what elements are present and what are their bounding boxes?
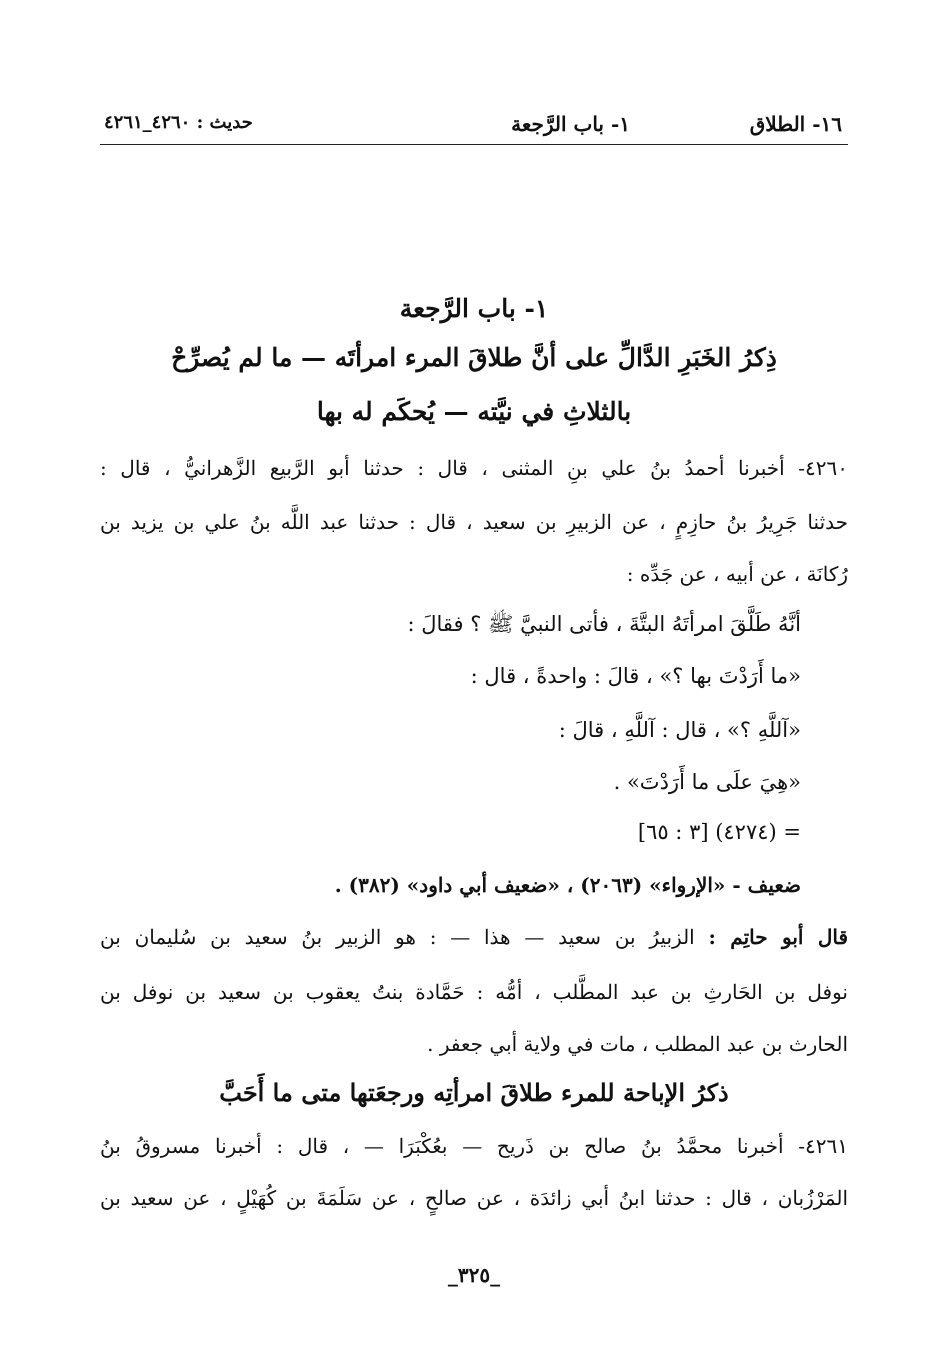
abu-hatim-text-1: الزبيرُ بن سعيد — هذا — : هو الزبير بنُ سعيد بن سُليمان بن [100,925,695,949]
header-hadith-range: حديث : ٤٢٦٠_٤٢٦١ [104,112,253,133]
cross-reference: = (٤٢٧٤) [٣ : ٦٥] [637,820,801,844]
abu-hatim-comment-line-1 [100,925,848,949]
section-heading-2: ذكرُ الإباحة للمرء طلاقَ امرأتِه ورجعَتها متى ما أَحَبَّ [219,1078,729,1107]
narration-line-1: أنَّهُ طَلَّقَ امرأتَهُ البتَّةَ ، فأتى النبيَّ ﷺ ؟ فقالَ : [407,612,801,636]
abu-hatim-comment-line-3: الحارث بن عبد المطلب ، مات في ولاية أبي جعفر . [427,1032,848,1056]
hadith-4260-isnad-line-1: ٤٢٦٠- أخبرنا أحمدُ بنُ علي بنِ المثنى ، قال : حدثنا أبو الرَّبيع الزَّهرانيُّ ، قال : [100,456,848,480]
running-header [100,108,848,145]
abu-hatim-comment-line-2: نوفل بن الحَارثِ بن عبد المطَّلب ، أمُّه : حَمَّادة بنتُ يعقوب بن سعيد بن نوفل بن [100,980,848,1004]
header-chapter-title: ١- باب الرَّجعة [511,112,630,136]
hadith-4261-isnad-line-2: المَرْزُبان ، قال : حدثنا ابنُ أبي زائدَة ، عن صالحٍ ، عن سَلَمَةَ بن كُهَيْلٍ ، عن سعيد بن [100,1186,848,1210]
chapter-title: ١- باب الرَّجعة [399,294,549,323]
narration-line-3: «آللَّهِ ؟» ، قال : آللَّهِ ، قالَ : [558,718,801,742]
hadith-4260-isnad-line-2: حدثنا جَرِيرُ بنُ حازِمٍ ، عن الزبيرِ بن سعيد ، قال : حدثنا عبد اللَّه بنُ علي بن يزيد بن [100,510,848,534]
header-book-title: ١٦- الطلاق [749,112,842,136]
hadith-4261-isnad-line-1: ٤٢٦١- أخبرنا محمَّدُ بنُ صالح بن ذَريح — بعُكْبَرَا — ، قال : أخبرنا مسروقُ بنُ [100,1134,848,1158]
narration-line-2: «ما أَرَدْتَ بها ؟» ، قالَ : واحدةً ، قال : [470,664,801,688]
hadith-grading: ضعيف - «الإرواء» (٢٠٦٣) ، «ضعيف أبي داود» (٣٨٢) . [334,873,801,897]
section-heading-line-2: بالثلاثِ في نيَّته — يُحكَم له بها [316,397,632,426]
section-heading-line-1: ذِكرُ الخَبَرِ الدَّالِّ على أنَّ طلاقَ المرء امرأتَه — ما لم يُصرِّحْ [171,343,777,372]
abu-hatim-lead: قال أبو حاتِم : [708,925,849,949]
page-number: _٣٢٥_ [447,1263,501,1287]
narration-line-4: «هِيَ علَى ما أَرَدْتَ» . [613,770,801,794]
hadith-4260-isnad-line-3: رُكانَة ، عن أبيه ، عن جَدِّه : [626,562,848,586]
